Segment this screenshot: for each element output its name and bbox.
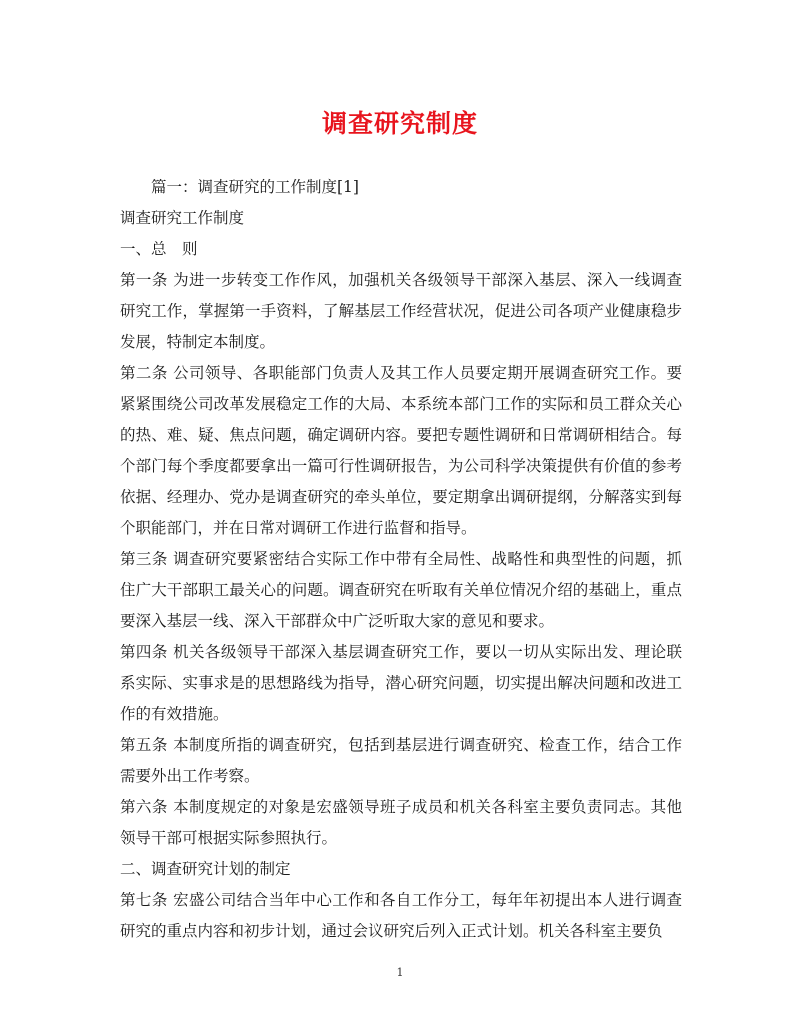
article-6: 第六条 本制度规定的对象是宏盛领导班子成员和机关各科室主要负责同志。其他领导干部可根据实际参照执行。 [120,798,682,847]
document-title: 调查研究制度 [321,109,478,138]
document-body [120,172,682,947]
chapter-heading-general: 一、总 则 [120,240,198,258]
article-2: 第二条 公司领导、各职能部门负责人及其工作人员要定期开展调查研究工作。要紧紧围绕公司改革发展稳定工作的大局、本系统本部门工作的实际和员工群众关心的热、难、疑、焦点问题，确定调研内容。要把专题性调研和日常调研相结合。每个部门每个季度都要拿出一篇可行性调研报告，为公司科学决策提供有价值的参考依据、经理办、党办是调查研究的牵头单位，要定期拿出调研提纲，分解落实到每个职能部门，并在日常对调研工作进行监督和指导。 [120,364,682,537]
page-number: 1 [396,966,404,979]
article-3: 第三条 调查研究要紧密结合实际工作中带有全局性、战略性和典型性的问题，抓住广大干部职工最关心的问题。调查研究在听取有关单位情况介绍的基础上，重点要深入基层一线、深入干部群众中广泛听取大家的意见和要求。 [120,550,682,630]
article-5: 第五条 本制度所指的调查研究，包括到基层进行调查研究、检查工作，结合工作需要外出工作考察。 [120,736,682,785]
article-4: 第四条 机关各级领导干部深入基层调查研究工作，要以一切从实际出发、理论联系实际、实事求是的思想路线为指导，潜心研究问题，切实提出解决问题和改进工作的有效措施。 [120,643,682,723]
chapter-heading-plan: 二、调查研究计划的制定 [120,860,291,878]
article-1: 第一条 为进一步转变工作作风，加强机关各级领导干部深入基层、深入一线调查研究工作，掌握第一手资料，了解基层工作经营状况，促进公司各项产业健康稳步发展，特制定本制度。 [120,271,682,351]
article-7: 第七条 宏盛公司结合当年中心工作和各自工作分工，每年年初提出本人进行调查研究的重点内容和初步计划，通过会议研究后列入正式计划。机关各科室主要负 [120,891,682,940]
subtitle: 调查研究工作制度 [120,209,245,227]
section-heading: 篇一：调查研究的工作制度[1] [151,178,359,196]
